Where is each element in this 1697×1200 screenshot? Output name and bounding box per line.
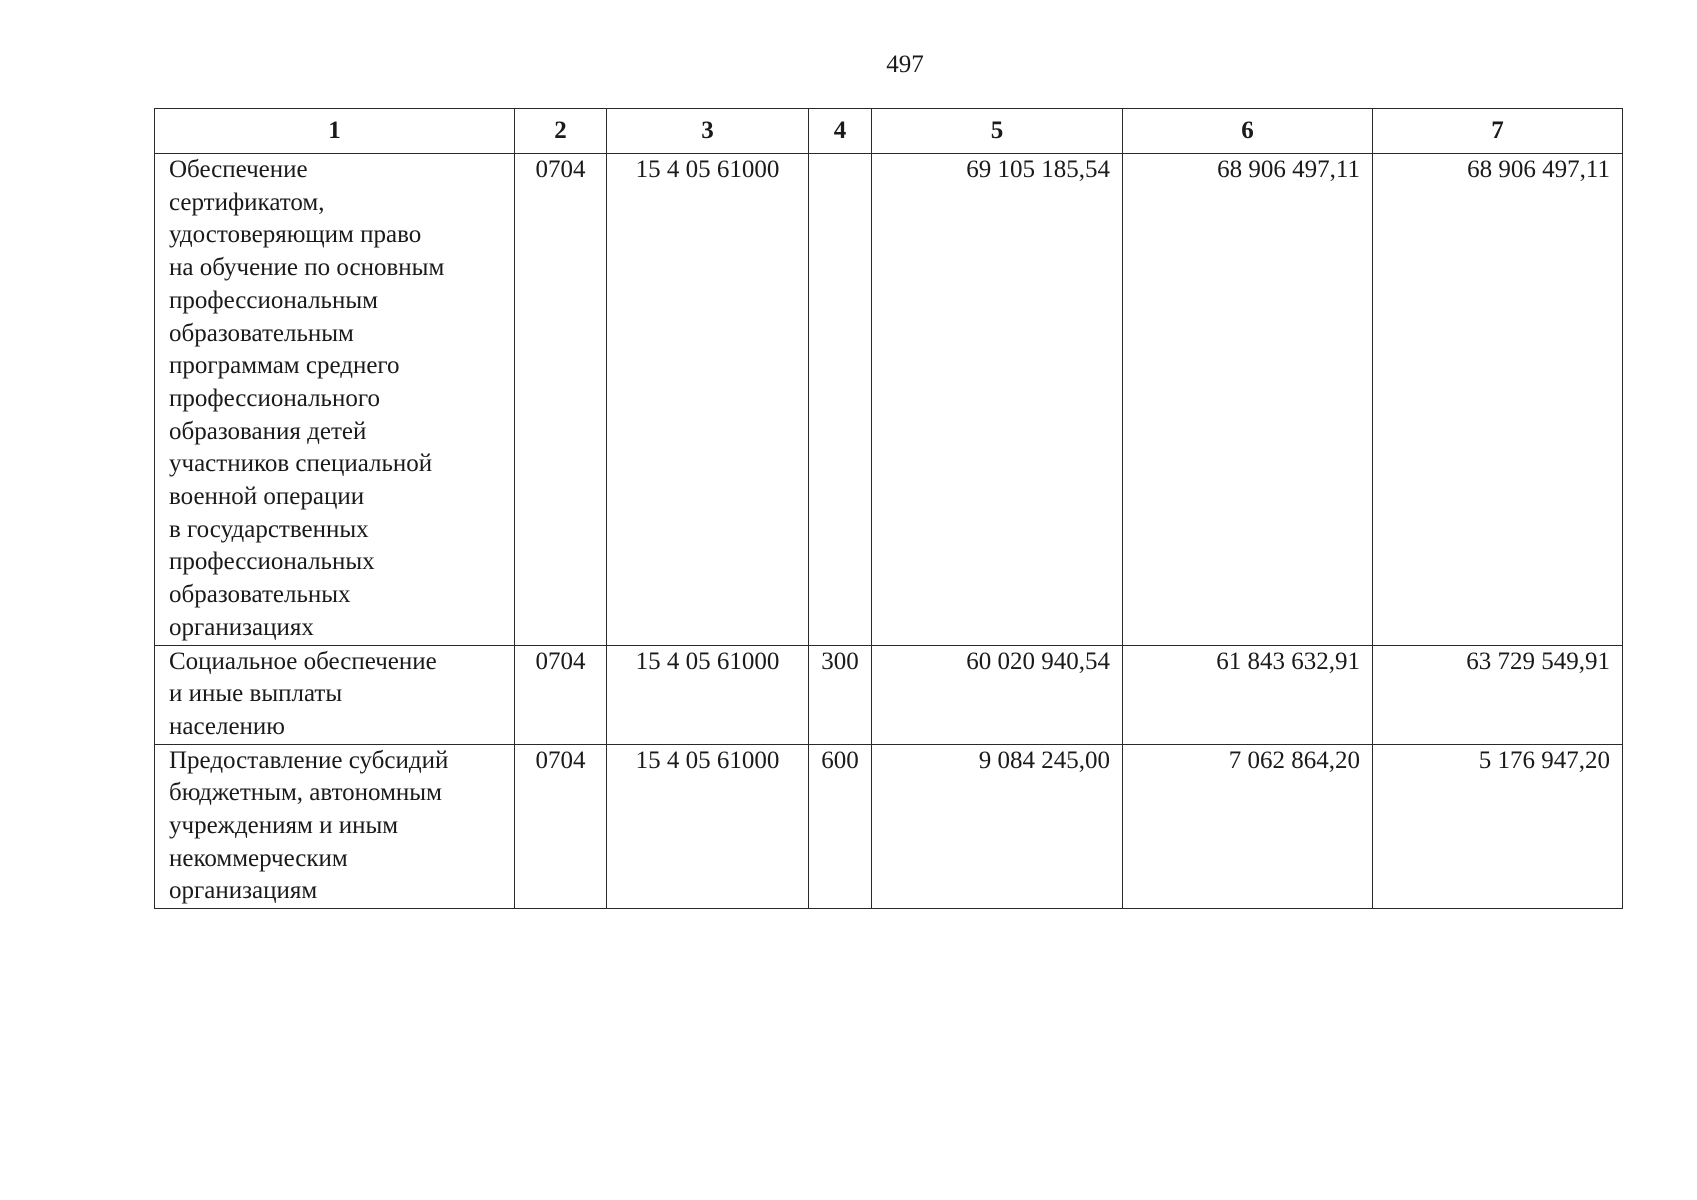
row-section-cell: 0704 — [515, 154, 607, 646]
row-target-cell: 15 4 05 61000 — [607, 645, 809, 744]
row-amount-3-cell: 63 729 549,91 — [1373, 645, 1623, 744]
row-name-line: на обучение по основным — [169, 254, 445, 282]
header-col-6: 6 — [1123, 109, 1373, 154]
row-amount-3-cell: 5 176 947,20 — [1373, 744, 1623, 909]
row-amount-3-cell: 68 906 497,11 — [1373, 154, 1623, 646]
row-kind-cell: 600 — [809, 744, 872, 909]
budget-table — [154, 108, 1623, 909]
header-col-4: 4 — [809, 109, 872, 154]
row-name-line: и иные выплаты — [169, 680, 343, 708]
row-name-line: Социальное обеспечение — [169, 647, 437, 675]
row-name-line: организациям — [169, 877, 318, 905]
row-name-line: организациях — [169, 613, 314, 641]
row-name-line: образовательных — [169, 581, 351, 609]
row-name-line: в государственных — [169, 515, 369, 543]
table-row — [155, 645, 1623, 744]
row-name-line: Предоставление субсидий — [169, 746, 449, 774]
header-col-2: 2 — [515, 109, 607, 154]
row-name-line: образовательным — [169, 319, 354, 347]
row-amount-1-cell: 60 020 940,54 — [872, 645, 1123, 744]
row-name-line: профессиональным — [169, 286, 378, 314]
table-row — [155, 154, 1623, 646]
row-name-line: учреждениям и иным — [169, 812, 399, 840]
header-col-5: 5 — [872, 109, 1123, 154]
page-number: 497 — [886, 51, 924, 78]
row-section-cell: 0704 — [515, 744, 607, 909]
row-section-cell: 0704 — [515, 645, 607, 744]
row-name-line: профессионального — [169, 384, 380, 412]
row-name-line: программам среднего — [169, 352, 400, 380]
row-kind-cell: 300 — [809, 645, 872, 744]
row-name-line: профессиональных — [169, 548, 375, 576]
row-amount-1-cell: 69 105 185,54 — [872, 154, 1123, 646]
row-amount-2-cell: 61 843 632,91 — [1123, 645, 1373, 744]
header-row — [155, 109, 1623, 154]
table-header — [155, 109, 1623, 154]
row-amount-1-cell: 9 084 245,00 — [872, 744, 1123, 909]
row-target-cell: 15 4 05 61000 — [607, 154, 809, 646]
row-name-line: военной операции — [169, 483, 365, 511]
row-name-line: некоммерческим — [169, 844, 348, 872]
row-kind-cell — [809, 154, 872, 646]
row-target-cell: 15 4 05 61000 — [607, 744, 809, 909]
row-name-cell — [155, 154, 515, 646]
header-col-7: 7 — [1373, 109, 1623, 154]
row-name-cell — [155, 645, 515, 744]
row-name-cell — [155, 744, 515, 909]
row-name-line: участников специальной — [169, 450, 433, 478]
row-amount-2-cell: 68 906 497,11 — [1123, 154, 1373, 646]
row-name-line: удостоверяющим право — [169, 221, 422, 249]
row-amount-2-cell: 7 062 864,20 — [1123, 744, 1373, 909]
table-row — [155, 744, 1623, 909]
row-name-line: образования детей — [169, 417, 367, 445]
header-col-1: 1 — [155, 109, 515, 154]
row-name-line: бюджетным, автономным — [169, 779, 442, 807]
row-name-line: населению — [169, 712, 285, 740]
row-name-line: сертификатом, — [169, 188, 325, 216]
header-col-3: 3 — [607, 109, 809, 154]
row-name-line: Обеспечение — [169, 156, 308, 183]
